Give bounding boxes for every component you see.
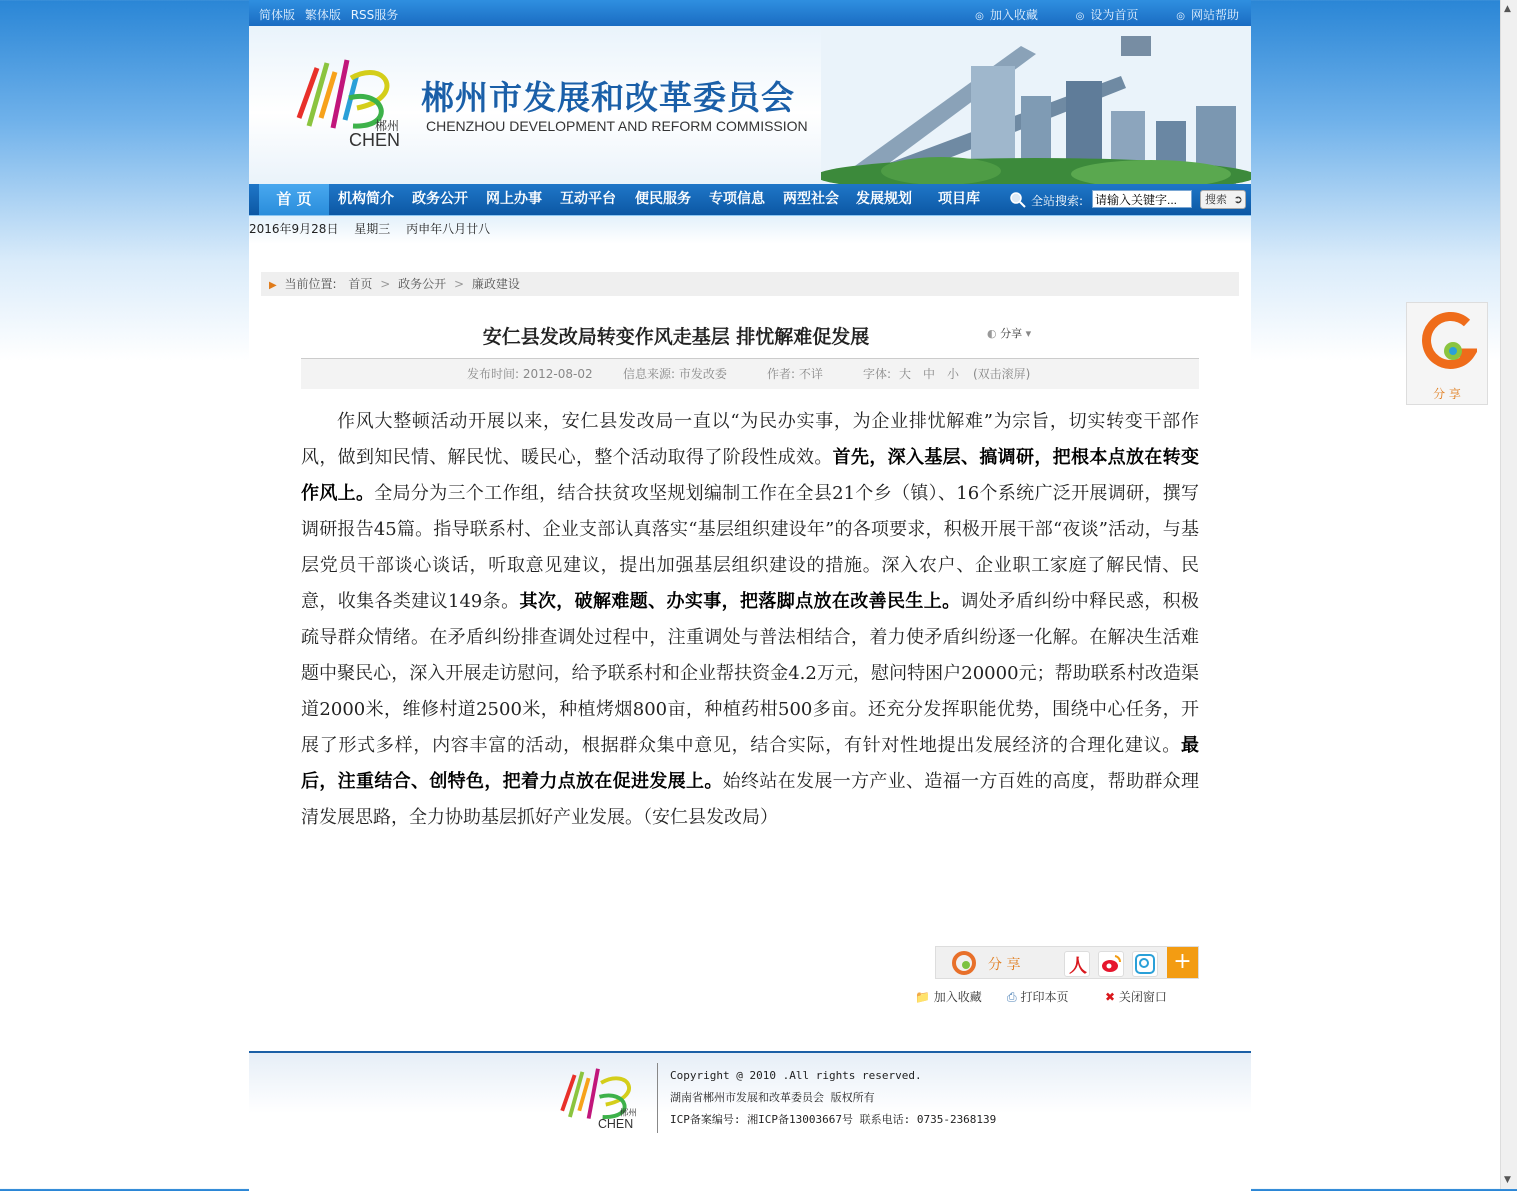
main-nav	[249, 184, 1251, 216]
top-strip	[249, 0, 1251, 26]
add-favorite-action[interactable]	[915, 988, 982, 1005]
footer	[249, 1051, 1251, 1191]
copyright: Copyright @ 2010 .All rights reserved.	[670, 1069, 922, 1082]
breadcrumb-integrity[interactable]: 廉政建设	[471, 277, 520, 291]
nav-item-gov-affairs[interactable]: 政务公开	[412, 191, 468, 207]
nav-item-convenience[interactable]: 便民服务	[635, 191, 691, 207]
site-title: 郴州市发展和改革委员会	[421, 78, 795, 117]
publish-date: 发布时间: 2012-08-02	[467, 367, 593, 381]
share-logo-icon	[1419, 309, 1477, 379]
close-icon: ✖	[1105, 990, 1116, 1004]
tencent-share-icon[interactable]	[1132, 951, 1158, 977]
share-dropdown-label: 分享	[1000, 327, 1023, 340]
share-bar-label: 分 享	[988, 957, 1021, 973]
article-emphasis: 最后，注重结合、创特色，把着力点放在促进发展上。	[301, 735, 1199, 792]
footer-logo	[552, 1061, 647, 1131]
footer-logo-en: CHEN	[597, 1116, 634, 1131]
article-text: 全局分为三个工作组，结合扶贫攻坚规划编制工作在全县21个乡（镇）、16个系统广泛开展调研，撰写调研报告45篇。指导联系村、企业支部认真落实“基层组织建设年”的各项要求，积极开展干部“夜谈”活动，与基层党员干部谈心谈话，听取意见建议，提出加强基层组织建设的措施。深入农户、企业职工家庭了解民情、民意，收集各类建议149条。	[301, 483, 1199, 612]
print-page-action[interactable]	[1007, 988, 1068, 1005]
breadcrumb-arrow-icon: ▶	[269, 280, 277, 291]
breadcrumb-gov-affairs[interactable]: 政务公开	[398, 277, 447, 291]
rss-link[interactable]: RSS服务	[350, 8, 399, 22]
breadcrumb-home[interactable]: 首页	[348, 277, 373, 291]
owner: 湖南省郴州市发展和改革委员会 版权所有	[670, 1091, 875, 1104]
close-window-action[interactable]	[1105, 988, 1167, 1005]
article-meta	[301, 358, 1199, 389]
caret-down-icon: ▾	[1025, 327, 1032, 340]
nav-item-development-plan[interactable]: 发展规划	[856, 191, 912, 207]
site-subtitle: CHENZHOU DEVELOPMENT AND REFORM COMMISSION	[426, 118, 808, 134]
article-body	[301, 404, 1199, 836]
top-strip-right	[941, 6, 1239, 23]
logo-text-en: CHEN	[349, 130, 401, 148]
share-bar	[935, 946, 1199, 979]
top-strip-left	[259, 6, 404, 23]
add-favorite-link[interactable]: ◎ 加入收藏	[975, 8, 1038, 22]
print-page-label: 打印本页	[1020, 990, 1069, 1004]
footer-divider	[657, 1063, 658, 1133]
share-logo-icon: ◐	[987, 327, 997, 340]
current-weekday: 星期三	[354, 222, 391, 236]
search-label: 全站搜索:	[1031, 194, 1084, 208]
simplified-link[interactable]: 简体版	[259, 8, 296, 22]
icp-info: ICP备案编号: 湘ICP备13003667号 联系电话: 0735-2368139	[670, 1113, 997, 1126]
footer-logo-cn: 郴州	[619, 1108, 637, 1119]
scroll-down-icon[interactable]: ▼	[1504, 1175, 1511, 1185]
nav-item-interaction[interactable]: 互动平台	[560, 191, 616, 207]
nav-home[interactable]: 首 页	[259, 184, 329, 215]
share-logo-icon	[952, 951, 976, 975]
chevron-right-icon: >	[453, 277, 465, 291]
city-skyline-illustration	[821, 26, 1251, 184]
date-bar	[249, 216, 1251, 244]
search-icon	[1009, 191, 1027, 209]
close-window-label: 关闭窗口	[1118, 990, 1167, 1004]
page	[249, 0, 1251, 1189]
scroll-up-icon[interactable]: ▲	[1504, 4, 1511, 14]
chenzhou-logo	[287, 48, 407, 148]
share-dropdown[interactable]	[987, 325, 1031, 341]
font-size-medium[interactable]: 中	[923, 367, 936, 381]
breadcrumb-label: 当前位置:	[284, 277, 337, 291]
font-size-large[interactable]: 大	[899, 367, 912, 381]
arrow-right-icon: ➲	[1233, 193, 1243, 206]
current-date: 2016年9月28日	[249, 222, 339, 236]
site-help-link[interactable]: ◎ 网站帮助	[1176, 8, 1239, 22]
vertical-scrollbar[interactable]	[1500, 0, 1517, 1189]
nav-item-two-type-society[interactable]: 两型社会	[783, 191, 839, 207]
article-emphasis: 其次，破解难题、办实事，把落脚点放在改善民生上。	[519, 591, 961, 612]
author: 作者: 不详	[767, 367, 823, 381]
renren-share-icon[interactable]: 人	[1064, 951, 1090, 977]
floating-share-label: 分 享	[1433, 387, 1461, 401]
logo-text-cn: 郴州	[375, 119, 400, 133]
floating-share-widget[interactable]	[1406, 302, 1488, 405]
search-button[interactable]	[1200, 190, 1246, 209]
font-size-small[interactable]: 小	[947, 367, 960, 381]
lunar-date: 丙申年八月廿八	[406, 222, 491, 236]
nav-item-about[interactable]: 机构简介	[338, 191, 394, 207]
article-text: 作风大整顿活动开展以来，安仁县发改局一直以“为民办实事，为企业排忧解难”为宗旨，切实转变干部作风，做到知民情、解民忧、暖民心，整个活动取得了阶段性成效。	[301, 411, 1199, 468]
info-source: 信息来源: 市发改委	[623, 367, 727, 381]
font-size-label: 字体:	[863, 367, 892, 381]
footer-text	[670, 1065, 996, 1131]
nav-item-special-info[interactable]: 专项信息	[709, 191, 765, 207]
more-share-button[interactable]: +	[1167, 947, 1198, 978]
traditional-link[interactable]: 繁体版	[304, 8, 341, 22]
article-text: 调处矛盾纠纷中释民惑，积极疏导群众情绪。在矛盾纠纷排查调处过程中，注重调处与普法相结合，着力使矛盾纠纷逐一化解。在解决生活难题中聚民心，深入开展走访慰问，给予联系村和企业帮扶资金4.2万元，慰问特困户20000元；帮助联系村改造渠道2000米，维修村道2500米，种植烤烟800亩，种植药柑500多亩。还充分发挥职能优势，围绕中心任务，开展了形式多样，内容丰富的活动，根据群众集中意见，结合实际，有针对性地提出发展经济的合理化建议。	[301, 591, 1200, 756]
article-title: 安仁县发改局转变作风走基层 排忧解难促发展	[482, 326, 870, 348]
nav-item-online-service[interactable]: 网上办事	[486, 191, 542, 207]
weibo-share-icon[interactable]	[1098, 951, 1124, 977]
set-homepage-link[interactable]: ◎ 设为首页	[1076, 8, 1139, 22]
search-input[interactable]	[1092, 190, 1192, 208]
article-emphasis: 首先，深入基层、搞调研，把根本点放在转变作风上。	[301, 447, 1200, 504]
add-favorite-label: 加入收藏	[933, 990, 982, 1004]
printer-icon: ⎙	[1007, 990, 1017, 1004]
folder-icon: 📁	[915, 990, 930, 1004]
search-button-label: 搜索	[1205, 193, 1227, 206]
header-banner	[249, 26, 1251, 184]
breadcrumb	[261, 272, 1239, 296]
article-text: 始终站在发展一方产业、造福一方百姓的高度，帮助群众理清发展思路，全力协助基层抓好产业发展。（安仁县发改局）	[301, 771, 1200, 828]
double-click-scroll: (双击滚屏)	[973, 367, 1031, 381]
chevron-right-icon: >	[380, 277, 391, 291]
nav-item-project-library[interactable]: 项目库	[938, 191, 980, 207]
